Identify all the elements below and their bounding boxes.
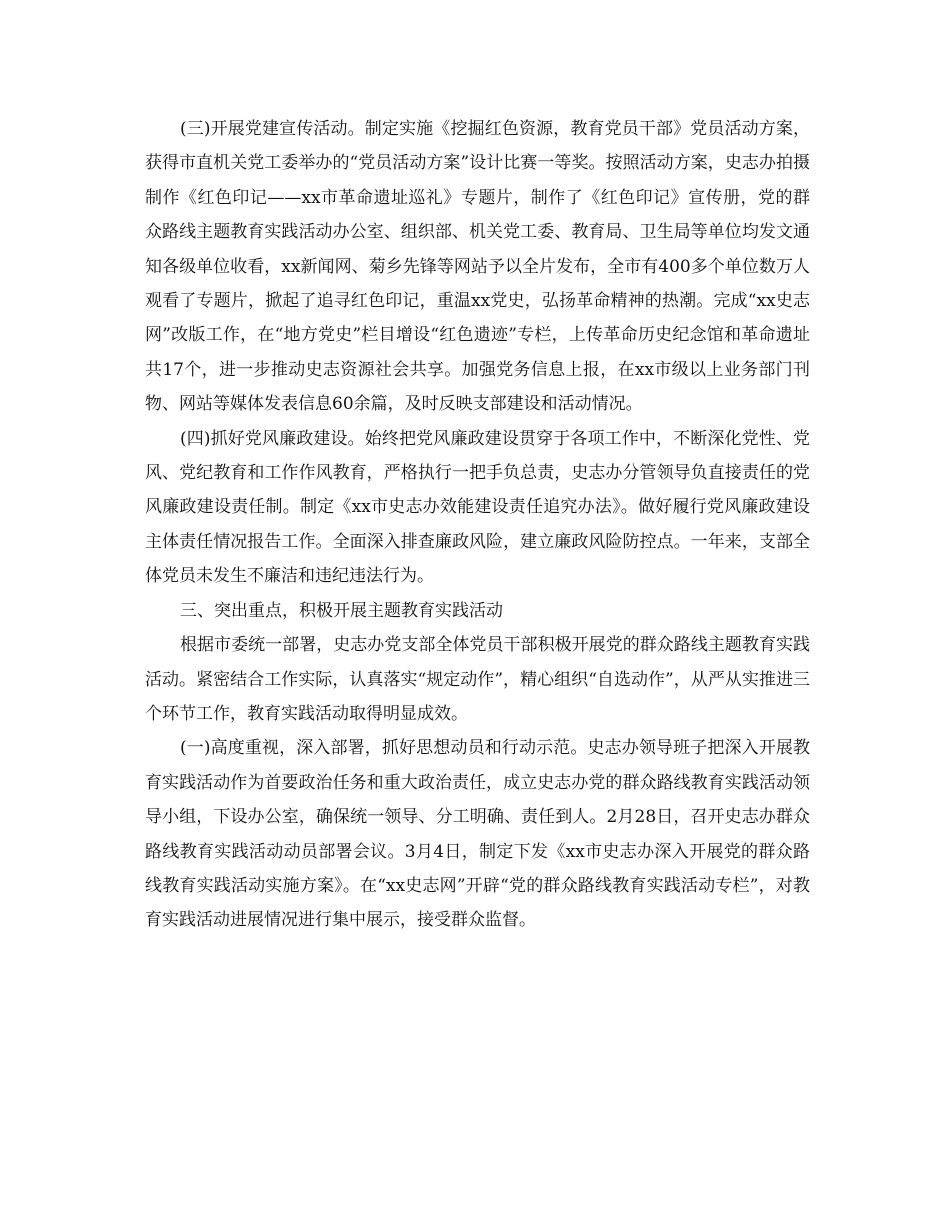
paragraph-party-publicity: (三)开展党建宣传活动。制定实施《挖掘红色资源，教育党员干部》党员活动方案，获得市直机关党工委举办的“党员活动方案”设计比赛一等奖。按照活动方案，史志办拍摄制作《红色印记——xx市革命遗址巡礼》专题片，制作了《红色印记》宣传册，党的群众路线主题教育实践活动办公室、组织部、机关党工委、教育局、卫生局等单位均发文通知各级单位收看，xx新闻网、菊乡先锋等网站予以全片发布，全市有400多个单位数万人观看了专题片，掀起了追寻红色印记，重温xx党史，弘扬革命精神的热潮。完成“xx史志网”改版工作，在“地方党史”栏目增设“红色遗迹”专栏，上传革命历史纪念馆和革命遗址共17个，进一步推动史志资源社会共享。加强党务信息上报，在xx市级以上业务部门刊物、网站等媒体发表信息60余篇，及时反映支部建设和活动情况。 (145, 119, 810, 415)
paragraph-clean-governance: (四)抓好党风廉政建设。始终把党风廉政建设贯穿于各项工作中，不断深化党性、党风、党纪教育和工作作风教育，严格执行一把手负总责，史志办分管领导负直接责任的党风廉政建设责任制。制定《xx市史志办效能建设责任追究办法》。做好履行党风廉政建设主体责任情况报告工作。全面深入排查廉政风险，建立廉政风险防控点。一年来，支部全体党员未发生不廉洁和违纪违法行为。 (145, 428, 810, 587)
paragraph-education-practice: 根据市委统一部署，史志办党支部全体党员干部积极开展党的群众路线主题教育实践活动。紧密结合工作实际，认真落实“规定动作”，精心组织“自选动作”，从严从实推进三个环节工作，教育实践活动取得明显成效。 (145, 635, 810, 724)
paragraph-deployment: (一)高度重视，深入部署，抓好思想动员和行动示范。史志办领导班子把深入开展教育实践活动作为首要政治任务和重大政治责任，成立史志办党的群众路线教育实践活动领导小组，下设办公室，确保统一领导、分工明确、责任到人。2月28日，召开史志办群众路线教育实践活动动员部署会议。3月4日，制定下发《xx市史志办深入开展党的群众路线教育实践活动实施方案》。在“xx史志网”开辟“党的群众路线教育实践活动专栏”，对教育实践活动进展情况进行集中展示，接受群众监督。 (145, 738, 810, 931)
section-heading-three: 三、突出重点，积极开展主题教育实践活动 (180, 600, 503, 621)
document-body (145, 112, 810, 938)
